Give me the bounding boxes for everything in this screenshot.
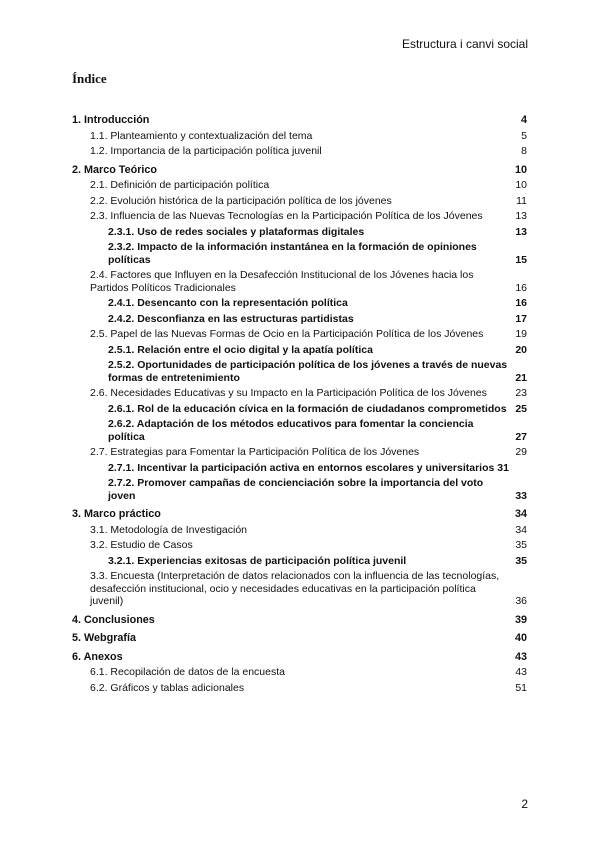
toc-entry-title: 1.1. Planteamiento y contextualización del tema <box>90 129 313 142</box>
toc-entry[interactable] <box>72 297 527 310</box>
toc-entry-page: 27 <box>515 430 527 443</box>
toc-entry-page: 43 <box>514 650 527 663</box>
running-header: Estructura i canvi social <box>401 37 528 51</box>
toc-entry-page: 33 <box>515 489 527 502</box>
toc-entry-page: 29 <box>515 446 527 458</box>
toc-entry-page: 20 <box>515 343 527 356</box>
toc-entry[interactable] <box>72 164 527 177</box>
toc-entry-title: 6.2. Gráficos y tablas adicionales <box>90 681 245 694</box>
toc-entry[interactable] <box>72 651 527 664</box>
table-of-contents <box>72 114 527 697</box>
toc-entry[interactable] <box>72 682 527 695</box>
toc-entry-title: 2.3. Influencia de las Nuevas Tecnologías en la Participación Política de los Jóvenes <box>90 210 483 222</box>
toc-entry-page: 19 <box>515 328 527 340</box>
toc-entry-page: 16 <box>515 281 527 294</box>
toc-entry-title: 3.1. Metodología de Investigación <box>90 523 248 536</box>
toc-entry[interactable] <box>72 666 527 679</box>
toc-entry-title: 1.2. Importancia de la participación política juvenil <box>90 145 322 157</box>
toc-entry-page: 39 <box>514 613 527 626</box>
toc-entry-page: 16 <box>515 297 527 309</box>
toc-entry-title: 3.2.1. Experiencias exitosas de participación política juvenil <box>108 554 407 567</box>
toc-entry[interactable] <box>72 539 527 552</box>
toc-entry-page: 35 <box>515 539 527 551</box>
toc-entry-page: 23 <box>515 387 527 399</box>
toc-entry[interactable] <box>72 313 527 326</box>
toc-entry-title: 2.6.1. Rol de la educación cívica en la formación de ciudadanos comprometidos <box>108 402 507 415</box>
toc-entry-page: 36 <box>515 595 527 607</box>
toc-entry-page: 10 <box>514 163 527 176</box>
toc-entry-page: 34 <box>514 508 527 520</box>
toc-entry-title: 2.7.2. Promover campañas de concienciación sobre la importancia del voto joven <box>108 477 484 502</box>
toc-entry[interactable] <box>72 269 527 294</box>
toc-entry[interactable] <box>72 387 527 400</box>
toc-entry[interactable] <box>72 210 527 223</box>
toc-entry-page: 40 <box>514 632 527 644</box>
toc-entry-title: 6. Anexos <box>72 650 123 663</box>
toc-entry[interactable] <box>72 328 527 341</box>
toc-entry-title: 3. Marco práctico <box>72 508 161 520</box>
toc-entry[interactable] <box>72 446 527 459</box>
toc-entry-title: 2.7. Estrategias para Fomentar la Participación Política de los Jóvenes <box>90 446 420 458</box>
toc-entry[interactable] <box>72 477 527 502</box>
toc-entry-title: 2.6.2. Adaptación de los métodos educativos para fomentar la conciencia política <box>108 418 474 443</box>
toc-entry[interactable] <box>72 359 527 384</box>
toc-entry-title: 2.5. Papel de las Nuevas Formas de Ocio en la Participación Política de los Jóvenes <box>90 328 484 340</box>
toc-entry-title: 4. Conclusiones <box>72 613 155 626</box>
toc-entry-title: 3.2. Estudio de Casos <box>90 539 193 551</box>
toc-entry[interactable] <box>72 632 527 645</box>
toc-entry-title: 2.1. Definición de participación política <box>90 179 270 191</box>
toc-entry[interactable] <box>72 570 527 608</box>
toc-entry-page: 5 <box>521 129 527 142</box>
toc-entry-page: 21 <box>515 371 527 384</box>
toc-entry-title: 5. Webgrafía <box>72 632 137 644</box>
toc-entry-title: 2.3.1. Uso de redes sociales y plataformas digitales <box>108 225 365 238</box>
toc-entry-title: 2.4.2. Desconfianza en las estructuras partidistas <box>108 312 354 325</box>
toc-entry-page: 43 <box>515 666 527 678</box>
toc-entry[interactable] <box>72 241 527 266</box>
toc-entry[interactable] <box>72 226 527 239</box>
toc-entry[interactable] <box>72 344 527 357</box>
toc-entry[interactable] <box>72 524 527 537</box>
toc-entry[interactable] <box>72 403 527 416</box>
toc-entry-page: 8 <box>521 145 527 157</box>
toc-entry-page: 15 <box>515 253 527 266</box>
toc-entry[interactable] <box>72 179 527 192</box>
toc-entry[interactable] <box>72 195 527 208</box>
toc-entry-page: 17 <box>515 312 527 325</box>
toc-entry[interactable] <box>72 145 527 158</box>
toc-entry-title: 2.6. Necesidades Educativas y su Impacto en la Participación Política de los Jóvenes <box>90 387 487 399</box>
toc-entry-title: 2.2. Evolución histórica de la participación política de los jóvenes <box>90 194 392 207</box>
toc-entry[interactable] <box>72 555 527 568</box>
toc-entry[interactable] <box>72 614 527 627</box>
toc-entry[interactable] <box>72 418 527 443</box>
toc-entry-title: 1. Introducción <box>72 114 150 126</box>
page-number: 2 <box>521 797 528 811</box>
toc-entry-title: 2.5.1. Relación entre el ocio digital y la apatía política <box>108 343 373 356</box>
toc-entry-title: 3.3. Encuesta (Interpretación de datos relacionados con la influencia de las tecnologías, desafección institucional, ocio y necesidades educativas en la participación política juvenil) <box>90 570 500 607</box>
toc-entry-page: 10 <box>515 179 527 191</box>
toc-entry[interactable] <box>72 114 527 127</box>
toc-entry-title: 6.1. Recopilación de datos de la encuesta <box>90 666 285 678</box>
toc-entry-title: 2. Marco Teórico <box>72 163 157 176</box>
toc-entry-page: 25 <box>515 402 527 415</box>
toc-entry-page: 11 <box>516 194 527 207</box>
toc-entry-page: 35 <box>515 554 527 567</box>
toc-entry-page: 13 <box>515 210 527 222</box>
toc-entry-title: 2.3.2. Impacto de la información instantánea en la formación de opiniones políticas <box>108 241 477 266</box>
toc-entry-page: 13 <box>515 225 527 238</box>
toc-entry[interactable] <box>72 130 527 143</box>
toc-entry-page: 51 <box>515 681 527 694</box>
toc-entry[interactable] <box>72 508 527 521</box>
toc-entry-title: 2.4.1. Desencanto con la representación política <box>108 297 348 309</box>
index-title: Índice <box>72 71 107 86</box>
toc-entry-title: 2.4. Factores que Influyen en la Desafección Institucional de los Jóvenes hacia los Partidos Políticos Tradicionales <box>90 269 474 294</box>
toc-entry-title: 2.5.2. Oportunidades de participación política de los jóvenes a través de nuevas formas de entretenimiento <box>108 359 508 384</box>
toc-entry-page: 4 <box>520 114 527 126</box>
toc-entry-page: 34 <box>515 523 527 536</box>
toc-entry[interactable] <box>72 462 527 475</box>
toc-entry-title: 2.7.1. Incentivar la participación activa en entornos escolares y universitarios 31 <box>108 461 509 474</box>
